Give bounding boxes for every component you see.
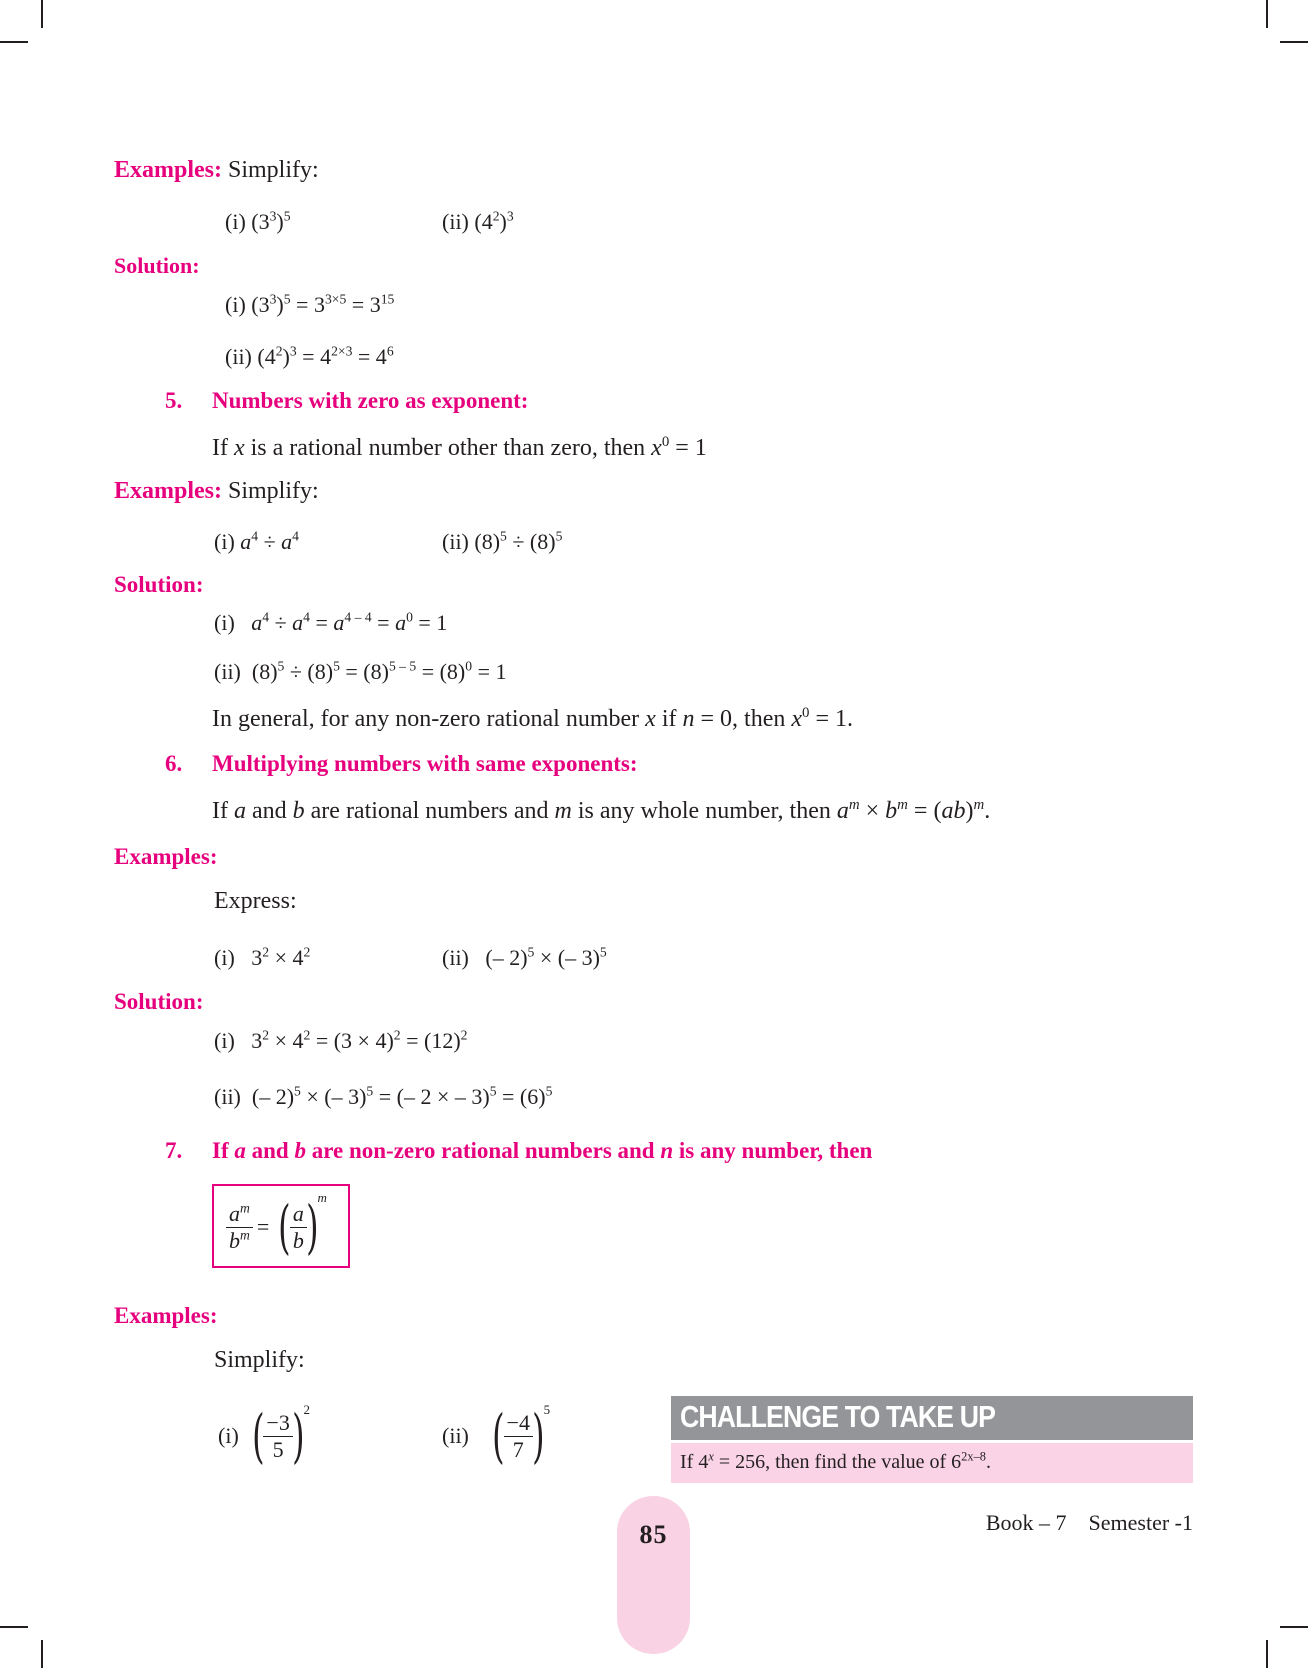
formula-rhs-fraction: $\frac{a}{b}$ [290,1201,307,1253]
solution-label-3: Solution: [114,989,204,1014]
examples-label: Examples: [114,157,222,183]
examples-heading-4: Examples: [114,1303,218,1328]
book-semester-label: Book – 7 Semester -1 [985,1510,1193,1535]
crop-mark [0,1626,28,1628]
solution-line: (i) $a^4 \div a^4 = a^{4 - 4} = a^0 = 1$ [214,609,448,635]
section-title-6: Multiplying numbers with same exponents: [212,751,638,776]
page-number: 85 [639,1520,668,1549]
challenge-body [671,1443,1193,1483]
section-number-7: 7. [165,1138,183,1163]
solution-line: (ii) $(8)^5 \div (8)^5 = (8)^{5 - 5} = (8)^0 = 1$ [214,658,507,684]
solution-line: (ii) $(4^2)^3 = 4^{2\times 3} = 4^6$ [225,343,394,369]
challenge-title: CHALLENGE TO TAKE UP [680,1399,996,1434]
example-item-ii: (ii) (– 2)$^5$ × (– 3)$^5$ [442,944,607,970]
crop-mark [1280,41,1308,43]
solution-line: (ii) (– 2)$^5$ × (– 3)$^5$ = (– 2 × – $3)^5 = (6)^5$ [214,1083,553,1109]
rule-text-6: If a and b are rational numbers and m is any whole number, then $a^m \times b^m = (ab)^m$. [212,796,991,824]
crop-mark [41,1640,43,1668]
solution-line: (i) $3^2 \times 4^2 = (3 \times 4)^2 = (12)^2$ [214,1027,468,1053]
challenge-title-bar [671,1396,1193,1440]
examples-intro: Express: [214,888,297,914]
section-number-6: 6. [165,751,183,776]
crop-mark [0,41,28,43]
rule-text-5: If x is a rational number other than zero, then $x^0 = 1$ [212,433,707,461]
crop-mark [41,0,43,28]
crop-mark [1280,1626,1308,1628]
examples-intro: Simplify: [228,157,319,183]
section-number-5: 5. [165,388,183,413]
quotient-formula: $\frac{a^m}{b^m}$ = ( $\frac{a}{b}$ ) m [226,1192,327,1262]
crop-mark [1266,0,1268,28]
examples-heading-1 [114,157,319,184]
solution-label-1: Solution: [114,253,200,278]
formula-lhs-fraction: $\frac{a^m}{b^m}$ [226,1201,253,1253]
example-item-i: (i) $(3^3)^5$ [225,208,291,234]
section-title-5: Numbers with zero as exponent: [212,388,529,413]
example-item-ii: (ii) ( $\frac{-4}{7}$ ) 5 [442,1402,551,1470]
section-title-7: If a and b are non-zero rational numbers and n is any number, then [212,1138,873,1163]
example-item-i: (i) ( $\frac{-3}{5}$ ) 2 [218,1402,310,1470]
example-item-i: (i) $a^4 \div a^4$ [214,528,299,554]
challenge-text: If $4^x = 256$, then find the value of $6^{2x-8}$. [680,1449,991,1473]
example-item-ii: (ii) $(4^2)^3$ [442,208,514,234]
solution-line: (i) $(3^3)^5 = 3^{3\times 5} = 3^{15}$ [225,291,395,317]
example-item-ii: (ii) $(8)^5 \div (8)^5$ [442,528,563,554]
example-item-i: (i) $3^2 \times 4^2$ [214,944,311,970]
crop-mark [1266,1640,1268,1668]
examples-heading-2: Examples: Simplify: [114,478,319,504]
general-statement: In general, for any non-zero rational number x if n = 0, then $x^0 = 1$. [212,704,853,732]
examples-heading-3: Examples: [114,844,218,869]
examples-intro: Simplify: [214,1347,305,1373]
solution-label-2: Solution: [114,572,204,597]
